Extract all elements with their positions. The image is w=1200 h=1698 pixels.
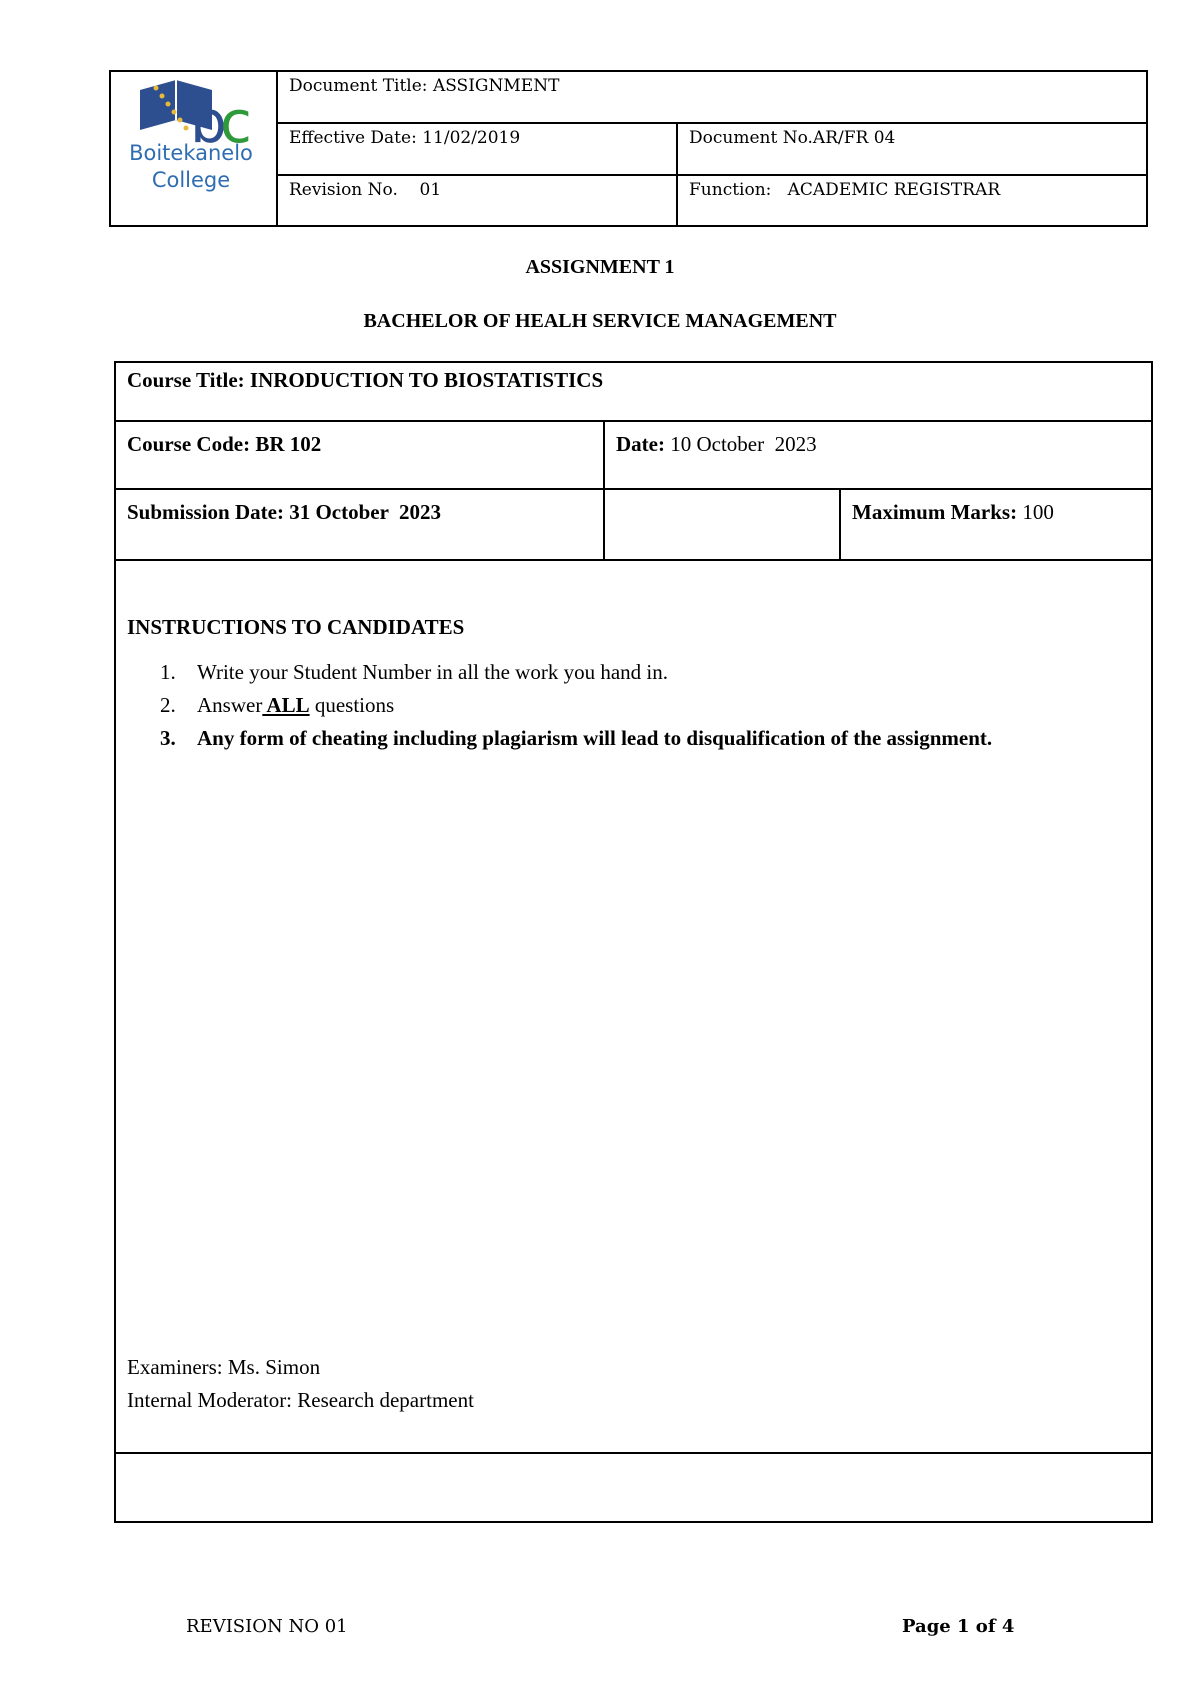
function: Function: ACADEMIC REGISTRAR — [689, 180, 1001, 200]
empty-footer-cell — [114, 1452, 1153, 1523]
header-divider — [676, 122, 678, 227]
effective-date: Effective Date: 11/02/2019 — [289, 128, 521, 148]
document-number: Document No.AR/FR 04 — [689, 128, 896, 148]
maximum-marks: Maximum Marks: 100 — [852, 500, 1054, 524]
header-divider — [276, 174, 1148, 176]
list-item: 1. Write your Student Number in all the work you hand in. — [160, 660, 668, 684]
course-date: Date: 10 October 2023 — [616, 432, 817, 456]
assignment-title: ASSIGNMENT 1 — [525, 256, 675, 278]
instructions-list — [125, 656, 992, 755]
course-code: Course Code: BR 102 — [127, 432, 322, 456]
logo-name-line2: College — [151, 168, 231, 192]
table-divider — [114, 488, 1153, 490]
table-divider — [839, 488, 841, 561]
list-item: 2. Answer ALL questions — [160, 693, 395, 717]
internal-moderator: Internal Moderator: Research department — [127, 1388, 474, 1412]
list-item: 3. Any form of cheating including plagiarism will lead to disqualification of the assignment. — [160, 726, 993, 750]
programme-title: BACHELOR OF HEALH SERVICE MANAGEMENT — [363, 310, 837, 332]
logo-mark: b — [190, 88, 227, 156]
course-title: Course Title: INRODUCTION TO BIOSTATISTICS — [127, 368, 604, 392]
examiners: Examiners: Ms. Simon — [127, 1355, 321, 1379]
instructions-heading: INSTRUCTIONS TO CANDIDATES — [127, 615, 465, 639]
document-title: Document Title: ASSIGNMENT — [289, 76, 560, 96]
footer-revision: REVISION NO 01 — [186, 1616, 348, 1637]
table-divider — [114, 420, 1153, 422]
header-divider — [276, 122, 1148, 124]
table-divider — [603, 420, 605, 561]
page-number: Page 1 of 4 — [902, 1616, 1015, 1637]
submission-date: Submission Date: 31 October 2023 — [127, 500, 442, 524]
header-divider — [276, 70, 278, 227]
revision-number: Revision No. 01 — [289, 180, 442, 200]
svg-text:c: c — [220, 88, 252, 156]
logo-name-line1: Boitekanelo — [129, 141, 253, 165]
